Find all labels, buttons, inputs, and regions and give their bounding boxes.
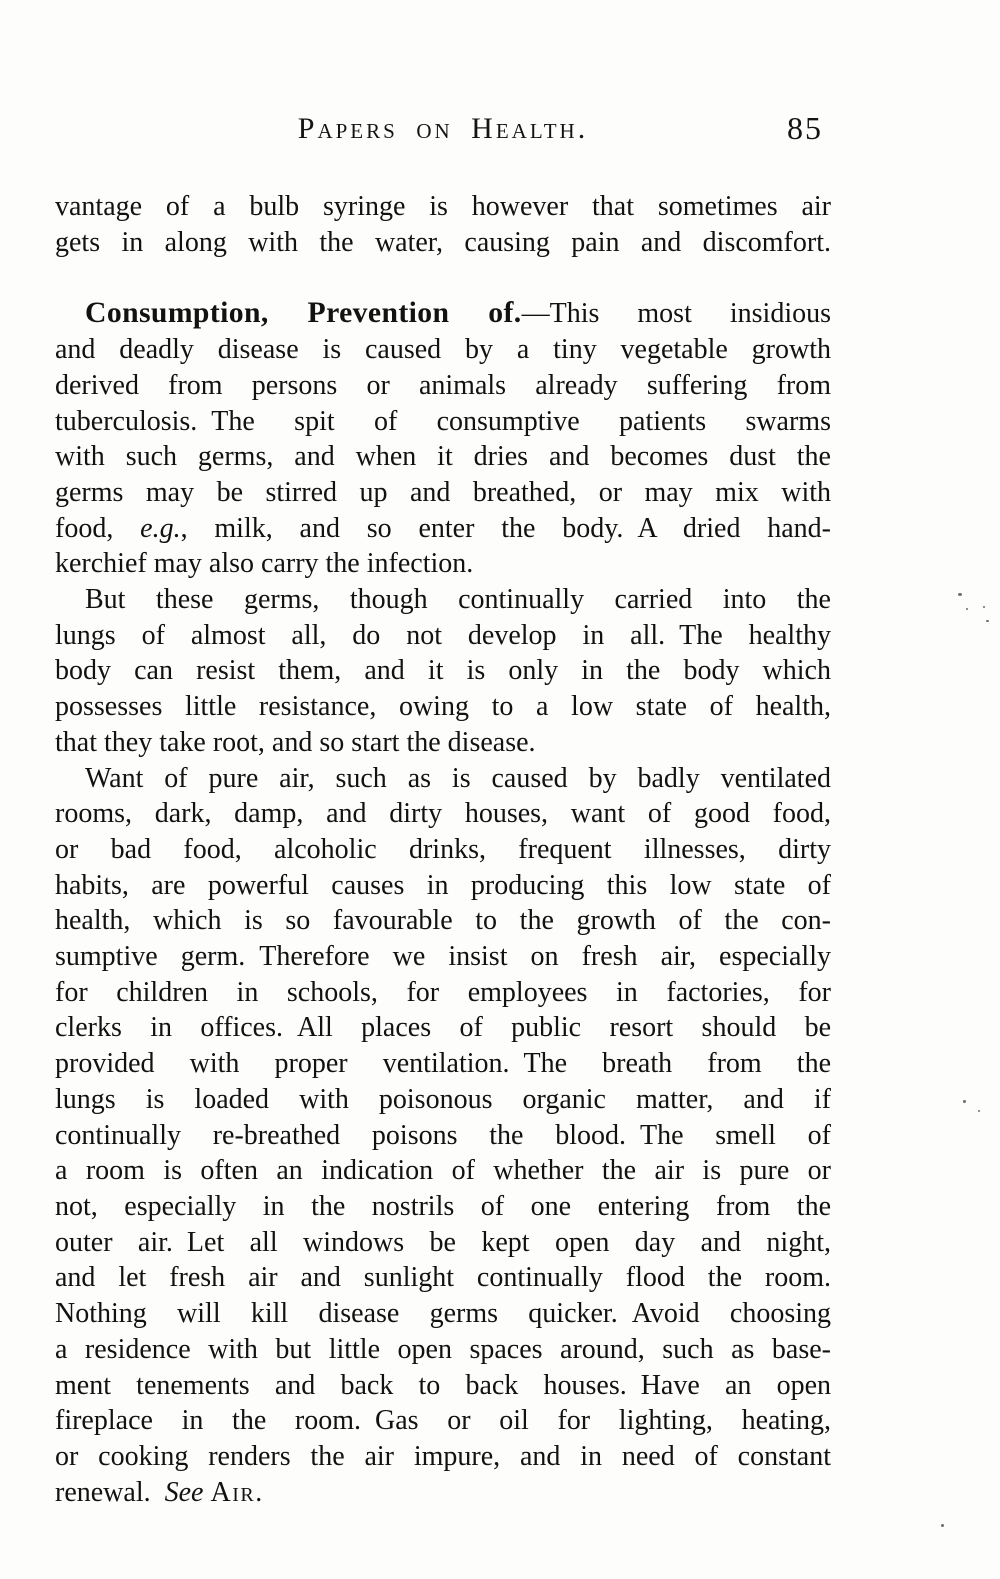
text-line [55, 1046, 831, 1082]
text-segment: or bad food, alcoholic drinks, frequent illnesses, dirty [55, 833, 831, 865]
text-segment: not, especially in the nostrils of one entering from the [55, 1190, 831, 1222]
scan-speck [986, 620, 989, 622]
text-line [55, 1189, 831, 1225]
text-segment: and deadly disease is caused by a tiny vegetable growth [55, 334, 831, 366]
page-body [55, 189, 831, 1510]
paragraph [55, 582, 831, 761]
text-segment: with such germs, and when it dries and becomes dust the [55, 441, 831, 473]
text-line [55, 189, 831, 225]
text-segment: continually re-breathed poisons the blood. The smell of [55, 1119, 831, 1151]
text-line [55, 225, 831, 261]
text-segment: tuberculosis. The spit of consumptive patients swarms [55, 405, 831, 437]
page-header [55, 112, 831, 154]
text-segment: derived from persons or animals already suffering from [55, 369, 831, 401]
text-segment: a room is often an indication of whether the air is pure or [55, 1155, 831, 1187]
text-segment: food, [55, 512, 141, 544]
text-line [55, 903, 831, 939]
text-line [55, 439, 831, 475]
text-segment: and let fresh air and sunlight continually flood the room. [55, 1262, 831, 1294]
text-segment: clerks in offices. All places of public resort should be [55, 1012, 831, 1044]
text-line [55, 404, 831, 440]
text-line [55, 1439, 831, 1475]
text-segment: health, which is so favourable to the growth of the con- [55, 905, 831, 937]
paragraph [55, 296, 831, 582]
scan-speck [966, 608, 968, 610]
text-segment: Want of pure air, such as is caused by badly ventilated [85, 762, 831, 794]
text-line [55, 1082, 831, 1118]
text-segment: body can resist them, and it is only in the body which [55, 655, 831, 687]
text-line [55, 1153, 831, 1189]
text-segment: or cooking renders the air impure, and in need of constant [55, 1440, 831, 1472]
text-segment: provided with proper ventilation. The breath from the [55, 1048, 831, 1080]
text-line [55, 1296, 831, 1332]
text-segment: renewal. [55, 1476, 165, 1508]
text-segment: vantage of a bulb syringe is however that sometimes air [55, 191, 831, 222]
text-line [55, 296, 831, 332]
scan-speck [978, 1110, 980, 1112]
text-segment: that they take root, and so start the disease. [55, 726, 536, 758]
text-segment: —This most insidious [521, 298, 831, 330]
text-segment: , milk, and so enter the body. A dried hand- [180, 512, 832, 544]
text-line [55, 1225, 831, 1261]
text-segment: germs may be stirred up and breathed, or may mix with [55, 476, 831, 508]
scan-speck [963, 1100, 966, 1103]
scan-speck [958, 593, 962, 596]
text-segment: possesses little resistance, owing to a low state of health, [55, 691, 831, 723]
text-line [55, 761, 831, 797]
text-line [55, 868, 831, 904]
text-line [55, 1475, 831, 1511]
text-line [55, 725, 831, 761]
text-segment: lungs is loaded with poisonous organic matter, and if [55, 1083, 831, 1115]
scan-speck [983, 606, 985, 608]
text-segment: gets in along with the water, causing pain and discomfort. [55, 226, 831, 258]
text-line [55, 1403, 831, 1439]
text-line [55, 332, 831, 368]
text-line [55, 689, 831, 725]
text-segment: Nothing will kill disease germs quicker. Avoid choosing [55, 1298, 831, 1330]
text-line [55, 975, 831, 1011]
text-segment: sumptive germ. Therefore we insist on fresh air, especially [55, 941, 831, 973]
text-segment-smallcaps: Air. [210, 1476, 264, 1508]
text-segment: a residence with but little open spaces around, such as base- [55, 1333, 831, 1365]
text-line [55, 796, 831, 832]
text-segment: rooms, dark, damp, and dirty houses, want of good food, [55, 798, 831, 830]
text-line [55, 618, 831, 654]
text-line [55, 511, 831, 547]
text-line [55, 1368, 831, 1404]
text-line [55, 368, 831, 404]
text-line [55, 546, 831, 582]
text-line [55, 582, 831, 618]
text-line [55, 1010, 831, 1046]
text-segment-italic: See [164, 1476, 204, 1508]
text-line [55, 832, 831, 868]
text-line [55, 475, 831, 511]
scan-speck [941, 1524, 944, 1527]
text-segment: for children in schools, for employees in factories, for [55, 976, 831, 1008]
text-segment: fireplace in the room. Gas or oil for lighting, heating, [55, 1405, 831, 1437]
text-segment-italic: e.g. [140, 512, 181, 544]
text-line [55, 1332, 831, 1368]
text-segment: outer air. Let all windows be kept open day and night, [55, 1226, 831, 1258]
page-number: 85 [787, 110, 823, 146]
paragraph [55, 189, 831, 260]
running-title: Papers on Health. [297, 112, 589, 145]
text-segment: kerchief may also carry the infection. [55, 548, 474, 580]
text-line [55, 939, 831, 975]
text-segment: ment tenements and back to back houses. Have an open [55, 1369, 831, 1401]
text-line [55, 1118, 831, 1154]
text-segment: lungs of almost all, do not develop in all. The healthy [55, 619, 831, 651]
text-line [55, 653, 831, 689]
paragraph [55, 761, 831, 1511]
text-line [55, 1260, 831, 1296]
text-segment: But these germs, though continually carried into the [85, 584, 831, 616]
text-segment-bold: Consumption, Prevention of. [85, 297, 522, 330]
text-segment: habits, are powerful causes in producing this low state of [55, 869, 831, 901]
